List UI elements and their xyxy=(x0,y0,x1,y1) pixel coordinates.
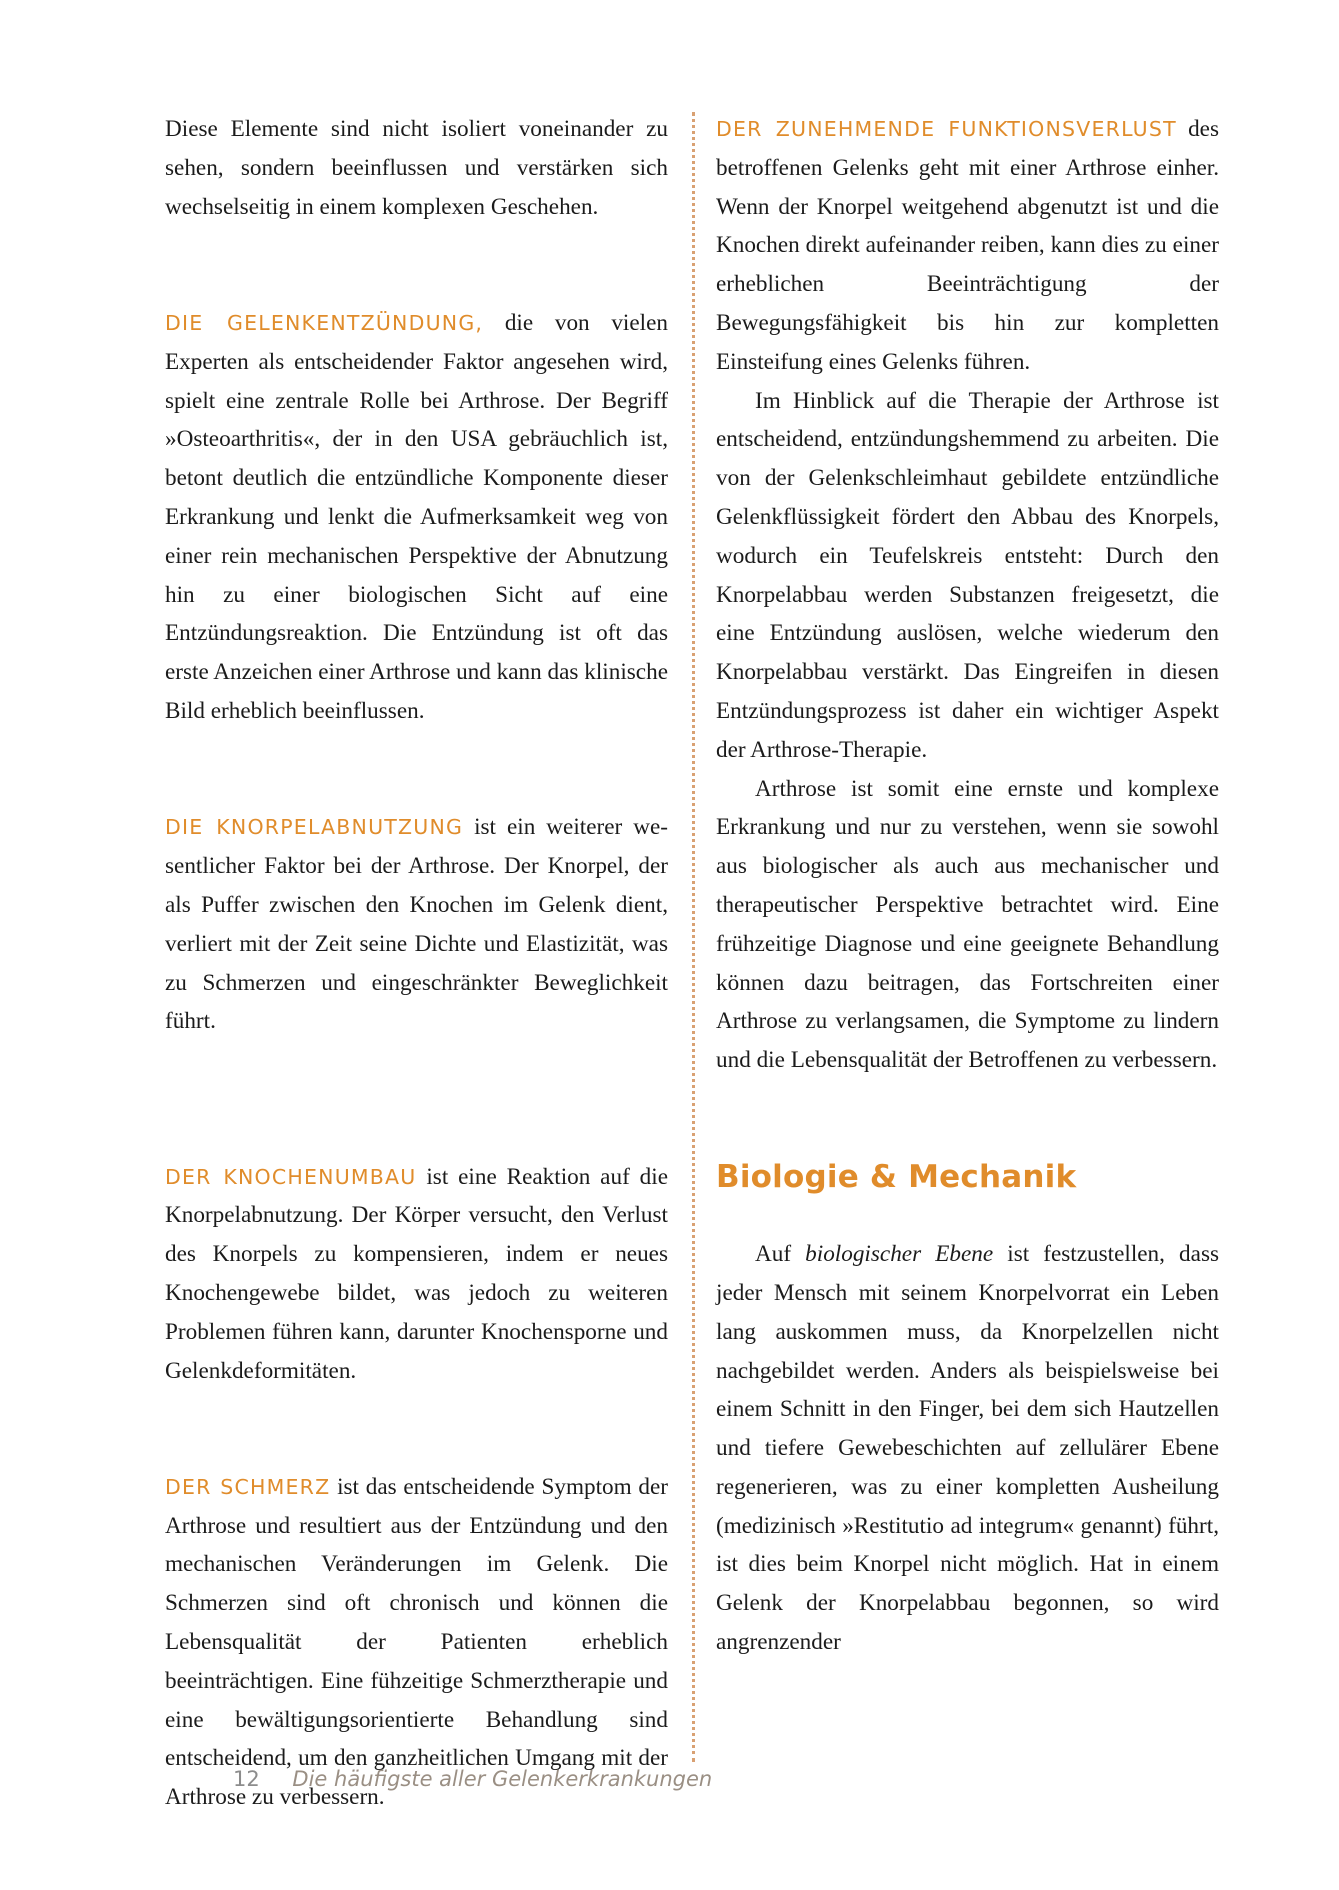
section-knorpelabnutzung xyxy=(165,808,668,1041)
intro-paragraph: Diese Elemente sind nicht isoliert voneinander zu sehen, sondern beeinflussen und verstärken sich wechselseitig in einem komplexen Geschehen. xyxy=(165,116,668,220)
section-text: ist das entscheidende Symptom der Arthrose und resultiert aus der Entzündung und den mechanischen Veränderungen im Gelenk. Die Schmerzen sind oft chronisch und können die Lebensqualität der Patienten erheblich beeinträchtigen. Eine fühzeitige Schmerztherapie und eine bewältigungsorientierte Behandlung sind entscheidend, um den ganzheitlichen Umgang mit der Arthrose zu verbessern. xyxy=(165,1473,669,1811)
section-heading: DIE GELENKENTZÜNDUNG, xyxy=(165,310,484,335)
section-text: ist eine Reaktion auf die Knorpelabnutzung. Der Körper versucht, den Verlust des Knorpels zu kompensieren, indem er neues Knochengewebe bildet, was jedoch zu weiteren Problemen führen kann, darunter Knochensporne und Gelenkdeformitäten. xyxy=(165,1163,668,1384)
right-column xyxy=(716,110,1219,1662)
section-text: des betroffenen Gelenks geht mit einer Arthrose einher. Wenn der Knorpel weitgehend abgenutzt ist und die Knochen direkt aufeinander reiben, kann dies zu einer erheblichen Beeinträchtigung der Bewegungsfähigkeit bis hin zur kompletten Einsteifung eines Gelenks führen. xyxy=(716,116,1219,375)
bio-text-pre: Auf xyxy=(755,1241,806,1268)
left-column xyxy=(165,110,668,1817)
summary-paragraph: Arthrose ist somit eine ernste und komplexe Erkrankung und nur zu verstehen, wenn sie sowohl aus biologischer als auch aus mechanischer und therapeutischer Perspektive betrachtet wird. Eine frühzeitige Diagnose und eine geeignete Behandlung können dazu beitragen, das Fortschreiten einer Arthrose zu verlangsamen, die Symptome zu lindern und die Lebensqualität der Betroffenen zu verbessern. xyxy=(716,775,1219,1074)
section-text: ist ein weiterer wesentlicher Faktor bei der Arthrose. Der Knorpel, der als Puffer zwischen den Knochen im Gelenk dient, verliert mit der Zeit seine Dichte und Elastizität, was zu Schmerzen und eingeschränkter Beweglichkeit führt. xyxy=(165,814,668,1035)
section-heading: DER ZUNEHMENDE FUNKTIONSVERLUST xyxy=(716,117,1177,141)
section-funktionsverlust xyxy=(716,110,1219,382)
section-heading: DIE KNORPELABNUTZUNG xyxy=(165,815,464,840)
column-divider xyxy=(692,112,695,1762)
bio-emphasis: biologischer Ebene xyxy=(805,1241,994,1268)
section-gelenkentzuendung xyxy=(165,304,668,731)
page-number: 12 xyxy=(233,1767,260,1791)
page-footer xyxy=(233,1767,712,1791)
section-knochenumbau xyxy=(165,1158,668,1391)
spacer xyxy=(165,1119,668,1158)
running-title: Die häufigste aller Gelenkerkrankungen xyxy=(292,1767,713,1791)
spacer xyxy=(716,1080,1219,1158)
therapie-paragraph: Im Hinblick auf die Therapie der Arthrose ist entscheidend, entzündungshemmend zu arbeiten. Die von der Gelenkschleimhaut gebildete entzündliche Gelenkflüssigkeit fördert den Abbau des Knorpels, wodurch ein Teufelskreis entsteht: Durch den Knorpelabbau werden Substanzen freigesetzt, die eine Entzündung auslösen, welche wiederum den Knorpelabbau verstärkt. Das Eingreifen in diesen Entzündungsprozess ist daher ein wichtiger Aspekt der Arthrose-Therapie. xyxy=(716,387,1219,763)
section-heading: DER SCHMERZ xyxy=(165,1474,331,1499)
section-schmerz xyxy=(165,1468,668,1817)
section-title: Biologie & Mechanik xyxy=(716,1158,1077,1195)
spacer xyxy=(716,1196,1219,1235)
bio-paragraph xyxy=(716,1235,1219,1662)
spacer xyxy=(165,731,668,809)
section-heading: DER KNOCHENUMBAU xyxy=(165,1164,417,1189)
spacer xyxy=(165,226,668,304)
spacer xyxy=(165,1390,668,1468)
spacer xyxy=(165,1041,668,1119)
bio-text-post: ist festzustellen, dass jeder Mensch mit seinem Knorpelvorrat ein Leben lang auskommen muss, da Knorpelzellen nicht nachgebildet werden. Anders als beispielsweise bei einem Schnitt in den Finger, bei dem sich Hautzellen und tiefere Gewebeschichten auf zellulärer Ebene regenerieren, was zu einer kompletten Ausheilung (medizinisch »Restitutio ad integrum« genannt) führt, ist dies beim Knorpel nicht möglich. Hat in einem Gelenk der Knorpelabbau begonnen, so wird angrenzender xyxy=(716,1241,1219,1656)
section-text: die von vielen Experten als entscheidender Faktor angesehen wird, spielt eine zentrale Rolle bei Arthrose. Der Begriff »Osteoarthritis«, der in den USA gebräuchlich ist, betont deutlich die entzündliche Komponente dieser Erkrankung und lenkt die Aufmerksamkeit weg von einer rein mechanischen Perspektive der Abnutzung hin zu einer biologischen Sicht auf eine Entzündungsreaktion. Die Entzündung ist oft das erste Anzeichen einer Arthrose und kann das klinische Bild erheblich beeinflussen. xyxy=(165,309,668,724)
